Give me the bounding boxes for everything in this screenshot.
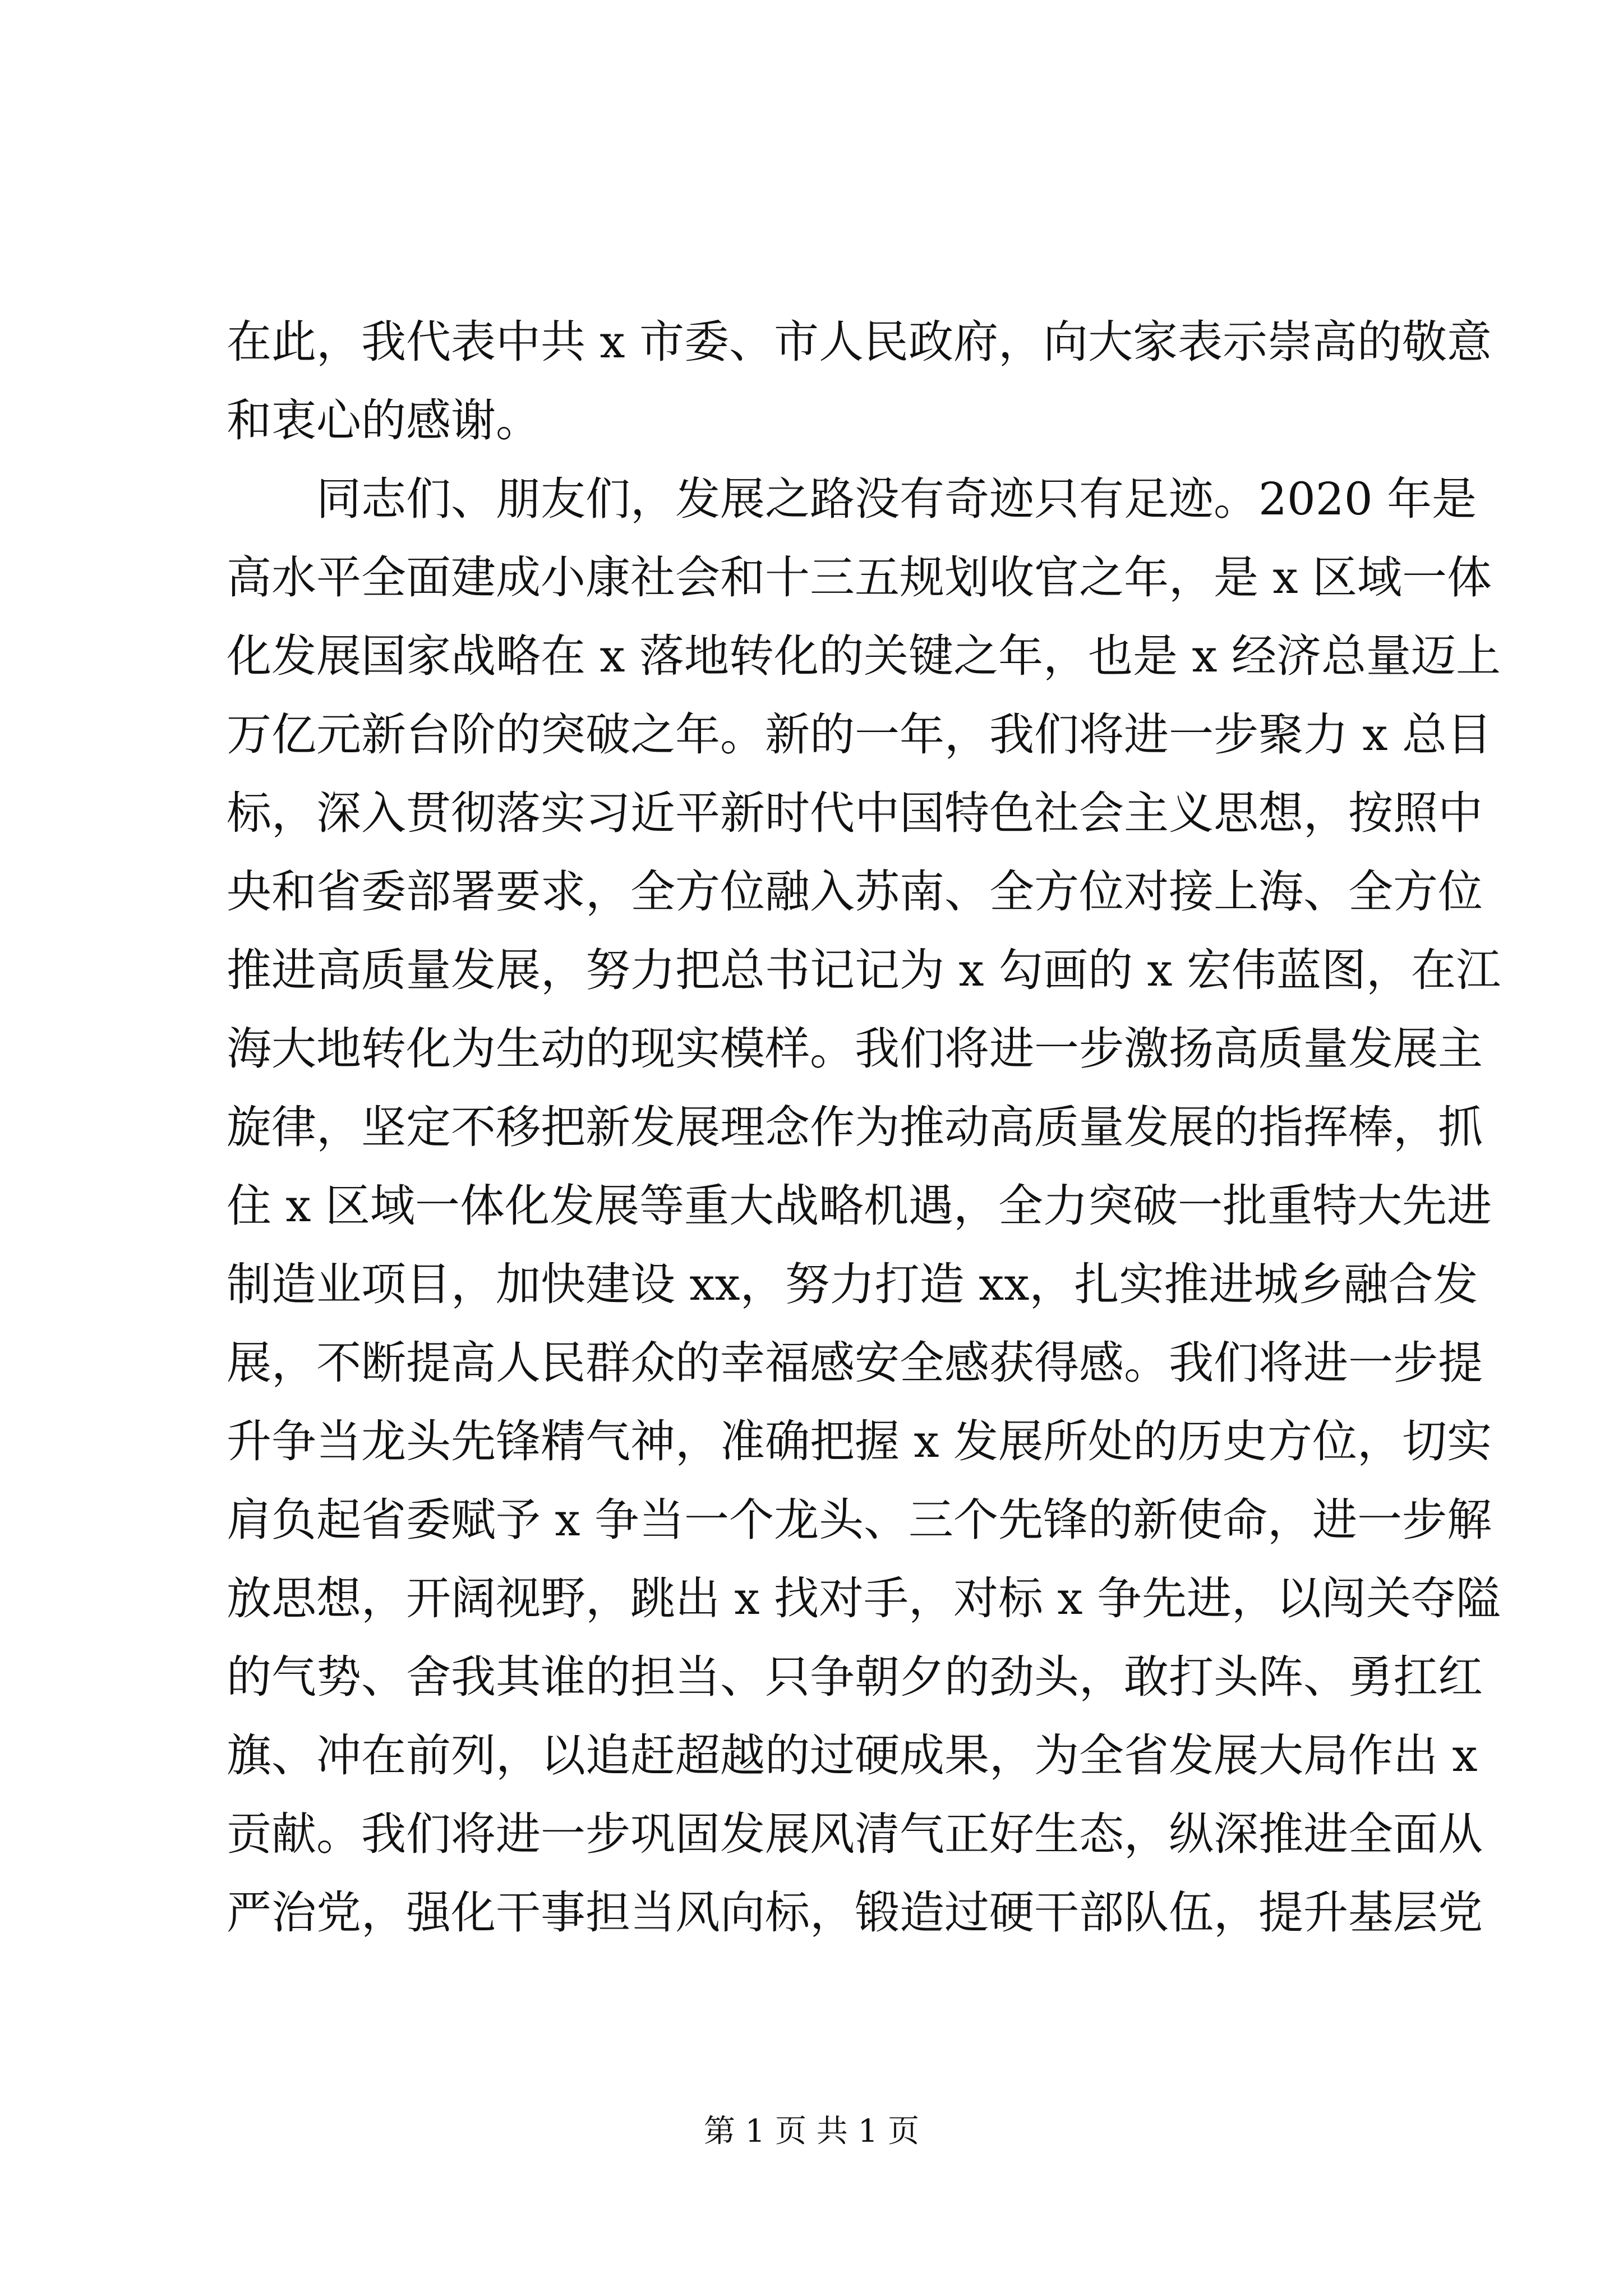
text-line-15: 升争当龙头先锋精气神，准确把握 x 发展所处的历史方位，切实 xyxy=(227,1415,1492,1467)
text-line-14: 展，不断提高人民群众的幸福感安全感获得感。我们将进一步提 xyxy=(227,1337,1483,1389)
text-line-7: 标，深入贯彻落实习近平新时代中国特色社会主义思想，按照中 xyxy=(227,787,1483,839)
text-line-3: 同志们、朋友们，发展之路没有奇迹只有足迹。2020 年是 xyxy=(316,473,1477,525)
text-line-20: 贡献。我们将进一步巩固发展风清气正好生态，纵深推进全面从 xyxy=(227,1808,1483,1860)
text-line-8: 央和省委部署要求，全方位融入苏南、全方位对接上海、全方位 xyxy=(227,866,1483,918)
text-line-17: 放思想，开阔视野，跳出 x 找对手，对标 x 争先进，以闯关夺隘 xyxy=(227,1572,1501,1625)
text-line-4: 高水平全面建成小康社会和十三五规划收官之年，是 x 区域一体 xyxy=(227,551,1492,604)
text-line-12: 住 x 区域一体化发展等重大战略机遇，全力突破一批重特大先进 xyxy=(227,1180,1492,1232)
text-line-19: 旗、冲在前列，以追赶超越的过硬成果，为全省发展大局作出 x xyxy=(227,1729,1478,1782)
text-line-10: 海大地转化为生动的现实模样。我们将进一步激扬高质量发展主 xyxy=(227,1023,1483,1075)
text-line-1: 在此，我代表中共 x 市委、市人民政府，向大家表示崇高的敬意 xyxy=(227,316,1492,368)
text-line-13: 制造业项目，加快建设 xx，努力打造 xx，扎实推进城乡融合发 xyxy=(227,1258,1478,1310)
text-line-2: 和衷心的感谢。 xyxy=(227,394,541,447)
text-line-6: 万亿元新台阶的突破之年。新的一年，我们将进一步聚力 x 总目 xyxy=(227,708,1492,761)
text-line-18: 的气势、舍我其谁的担当、只争朝夕的劲头，敢打头阵、勇扛红 xyxy=(227,1651,1483,1703)
text-line-9: 推进高质量发展，努力把总书记记为 x 勾画的 x 宏伟蓝图，在江 xyxy=(227,944,1501,996)
page-number-footer: 第 1 页 共 1 页 xyxy=(703,2113,920,2150)
text-line-11: 旋律，坚定不移把新发展理念作为推动高质量发展的指挥棒，抓 xyxy=(227,1101,1483,1153)
text-line-21: 严治党，强化干事担当风向标，锻造过硬干部队伍，提升基层党 xyxy=(227,1887,1483,1939)
text-line-5: 化发展国家战略在 x 落地转化的关键之年，也是 x 经济总量迈上 xyxy=(227,630,1501,682)
text-line-16: 肩负起省委赋予 x 争当一个龙头、三个先锋的新使命，进一步解 xyxy=(227,1494,1492,1546)
